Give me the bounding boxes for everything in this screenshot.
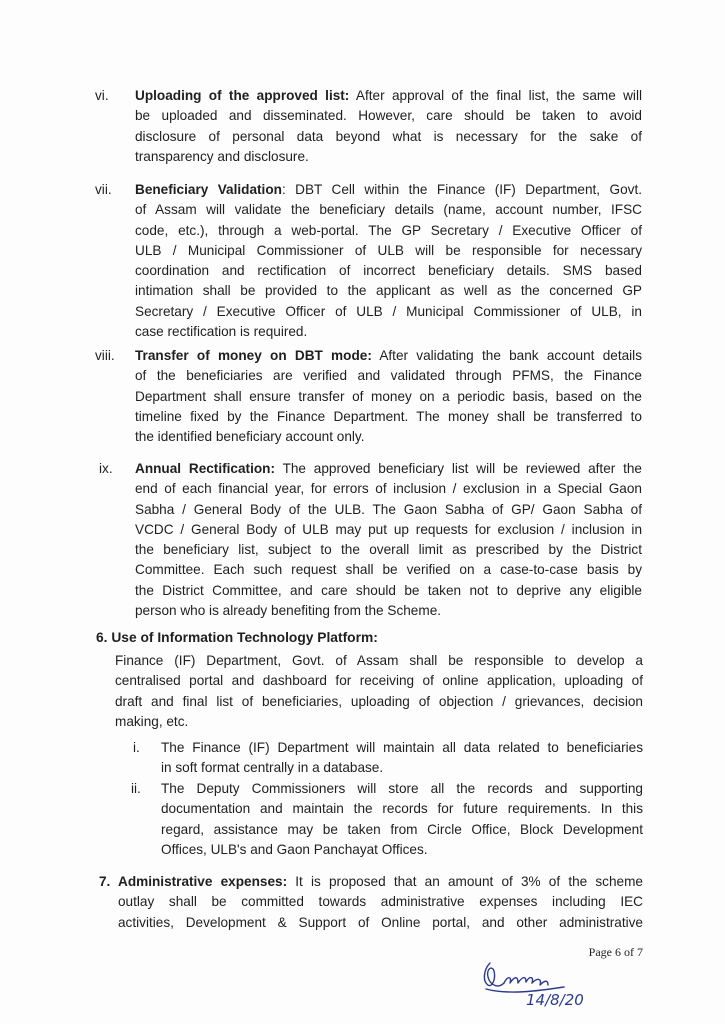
section-6-subitem-ii: The Deputy Commissioners will store all the records and supporting documentation and maintain the records for future requirements. In this regard, assistance may be taken from Circle Office, Block Development Offices, ULB's and Gaon Panchayat Offices. (161, 781, 643, 857)
handwritten-signature (468, 955, 628, 1015)
section-7-title: Administrative expenses: (118, 874, 288, 889)
item-viii-title: Transfer of money on DBT mode: (135, 348, 372, 363)
section-7-body: Administrative expenses: It is proposed that an amount of 3% of the scheme outlay shall be committed towards administrative expenses including IEC activities, Development & Support of Online portal, and other administrative (118, 874, 643, 930)
item-marker-vii: vii. (95, 182, 112, 197)
subitem-marker-i: i. (133, 740, 140, 755)
section-6-subitem-i: The Finance (IF) Department will maintain all data related to beneficiaries in soft format centrally in a database. (161, 740, 643, 776)
signature-date: 14/8/20 (526, 991, 584, 1009)
page-number: Page 6 of 7 (588, 945, 643, 959)
section-6-heading: 6. Use of Information Technology Platform: (96, 630, 378, 645)
item-marker-viii: viii. (95, 348, 115, 363)
item-viii: Transfer of money on DBT mode: After validating the bank account details of the beneficiaries are verified and validated through PFMS, the Finance Department shall ensure transfer of money on a periodic basis, based on the timeline fixed by the Finance Department. The money shall be transferred to the identified beneficiary account only. (135, 348, 642, 445)
item-vi-title: Uploading of the approved list: (135, 88, 350, 103)
item-vii: Beneficiary Validation: DBT Cell within the Finance (IF) Department, Govt. of Assam will validate the beneficiary details (name, account number, IFSC code, etc.), through a web-portal. The GP Secretary / Executive Officer of ULB / Municipal Commissioner of ULB will be responsible for necessary coordination and rectification of incorrect beneficiary details. SMS based intimation shall be provided to the applicant as well as the concerned GP Secretary / Executive Officer of ULB / Municipal Commissioner of ULB, in case rectification is required. (135, 182, 642, 340)
item-vi: Uploading of the approved list: After approval of the final list, the same will be uploaded and disseminated. However, care should be taken to avoid disclosure of personal data beyond what is necessary for the sake of transparency and disclosure. (135, 88, 642, 164)
subitem-marker-ii: ii. (131, 781, 141, 796)
item-ix: Annual Rectification: The approved beneficiary list will be reviewed after the end of each financial year, for errors of inclusion / exclusion in a Special Gaon Sabha / General Body of the ULB. The Gaon Sabha of GP/ Gaon Sabha of VCDC / General Body of ULB may put up requests for exclusion / inclusion in the beneficiary list, subject to the overall limit as prescribed by the District Committee. Each such request shall be verified on a case-to-case basis by the District Committee, and care should be taken not to deprive any eligible person who is already benefiting from the Scheme. (135, 461, 642, 619)
item-ix-title: Annual Rectification: (135, 461, 275, 476)
section-7-marker: 7. (99, 874, 111, 889)
item-marker-ix: ix. (99, 461, 113, 476)
item-marker-vi: vi. (95, 88, 109, 103)
item-vii-title: Beneficiary Validation (135, 182, 282, 197)
section-6-body: Finance (IF) Department, Govt. of Assam shall be responsible to develop a centralised portal and dashboard for receiving of online application, uploading of draft and final list of beneficiaries, uploading of objection / grievances, decision making, etc. (115, 653, 643, 729)
